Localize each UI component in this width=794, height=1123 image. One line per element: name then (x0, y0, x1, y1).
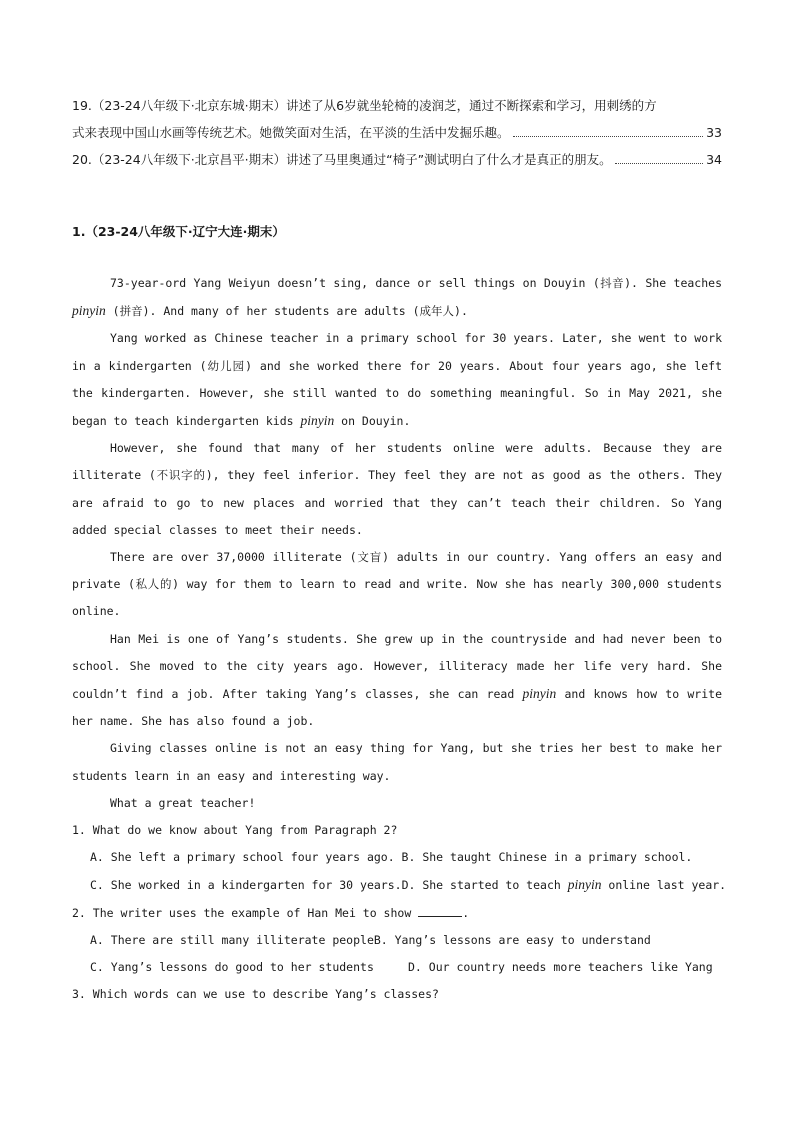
paragraph-7: What a great teacher! (110, 795, 256, 810)
question-2-options-cd[interactable]: C. Yang’s lessons do good to her students D. Our country needs more teachers like Yang (90, 960, 713, 975)
paragraph-4: There are over 37,0000 illiterate (文盲) adults in our country. Yang offers an easy and private (私人的) way for them to learn to read and write. Now she has nearly 300,000 students online. (72, 550, 722, 619)
pinyin-term: pinyin (72, 303, 106, 319)
question-3-stem: 3. Which words can we use to describe Yang’s classes? (72, 987, 439, 1002)
paragraph-3: However, she found that many of her students online were adults. Because they are illiterate (不识字的), they feel inferior. They feel they are not as good as the others. They are afraid to go to new places and worried that they can’t teach their children. So Yang added special classes to meet their needs. (72, 441, 722, 537)
question-title: 1.（23-24八年级下·辽宁大连·期末） (72, 224, 285, 239)
pinyin-term: pinyin (300, 413, 335, 429)
toc-entry-19-line1: 19.（23-24八年级下·北京东城·期末）讲述了从6岁就坐轮椅的凌润芝，通过不断探索和学习，用刺绣的方 (72, 98, 657, 113)
toc-leader-dots (615, 163, 703, 164)
question-1-options-cd[interactable]: C. She worked in a kindergarten for 30 years.D. She started to teach pinyin online last year. (90, 877, 727, 893)
question-1-options-ab[interactable]: A. She left a primary school four years ago. B. She taught Chinese in a primary school. (90, 850, 693, 865)
paragraph-5: Han Mei is one of Yang’s students. She grew up in the countryside and had never been to school. She moved to the city years ago. However, illiteracy made her life very hard. She couldn’t find a job. After taking Yang’s classes, she can read pinyin and knows how to write her name. She has also found a job. (72, 631, 722, 729)
toc-entry-20-text: 20.（23-24八年级下·北京昌平·期末）讲述了马里奥通过“椅子”测试明白了什么才是真正的朋友。 (72, 152, 612, 167)
pinyin-term: pinyin (567, 877, 602, 893)
toc-entry-19-line2: 式来表现中国山水画等传统艺术。她微笑面对生活，在平淡的生活中发掘乐趣。 (72, 125, 510, 140)
toc-page-number: 34 (706, 152, 722, 167)
toc-entry-19[interactable] (72, 92, 722, 146)
question-2-stem: 2. The writer uses the example of Han Mei to show . (72, 905, 470, 920)
question-1-stem: 1. What do we know about Yang from Paragraph 2? (72, 823, 398, 838)
toc-leader-dots (513, 136, 704, 137)
pinyin-term: pinyin (522, 686, 557, 702)
paragraph-6: Giving classes online is not an easy thing for Yang, but she tries her best to make her students learn in an easy and interesting way. (72, 741, 722, 783)
question-2-options-ab[interactable]: A. There are still many illiterate peopleB. Yang’s lessons are easy to understand (90, 932, 651, 947)
answer-blank[interactable] (418, 906, 462, 917)
toc-entry-20[interactable] (72, 146, 722, 173)
reading-passage (72, 270, 727, 1008)
paragraph-1: 73-year-ord Yang Weiyun doesn’t sing, dance or sell things on Douyin (抖音). She teaches pinyin (拼音). And many of her students are adults (成年人). (72, 276, 722, 319)
toc-page-number: 33 (706, 125, 722, 140)
paragraph-2: Yang worked as Chinese teacher in a primary school for 30 years. Later, she went to work in a kindergarten (幼儿园) and she worked there for 20 years. About four years ago, she left the kindergarten. However, she still wanted to do something meaningful. So in May 2021, she began to teach kindergarten kids pinyin on Douyin. (72, 331, 722, 429)
